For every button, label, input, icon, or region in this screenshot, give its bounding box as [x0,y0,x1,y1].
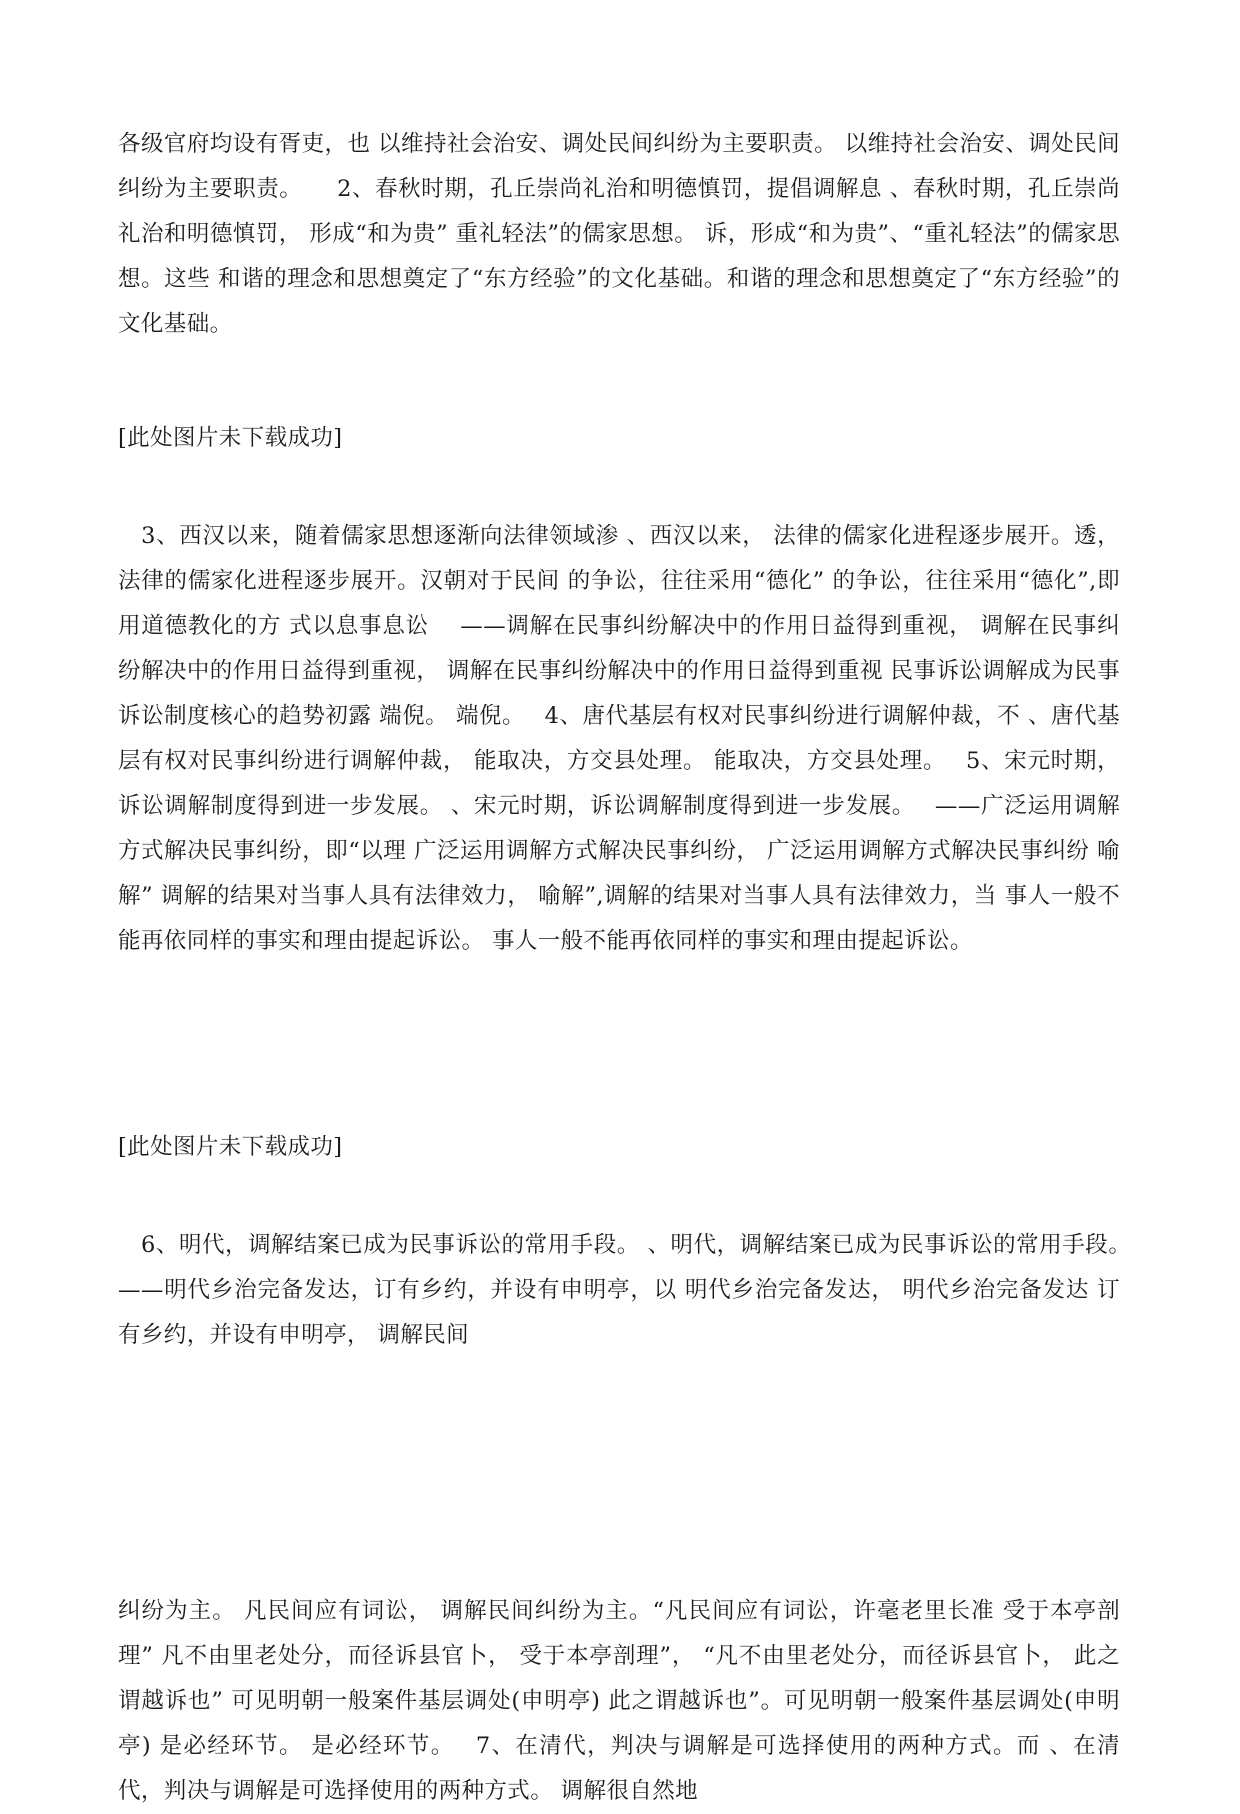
image-placeholder-1: [此处图片未下载成功] [118,425,343,451]
image-placeholder-2: [此处图片未下载成功] [118,1134,343,1160]
paragraph-han-tang-song: 3、西汉以来，随着儒家思想逐渐向法律领域渗 、西汉以来， 法律的儒家化进程逐步展开。透，法律的儒家化进程逐步展开。汉朝对于民间 的争讼，往往采用“德化” 的争讼，往往采用“德化”,即用道德教化的方 式以息事息讼 ——调解在民事纠纷解决中的作用日益得到重视， 调解在民事纠纷解决中的作用日益得到重视， 调解在民事纠纷解决中的作用日益得到重视 民事诉讼调解成为民事诉讼制度核心的趋势初露 端倪。 端倪。 4、唐代基层有权对民事纠纷进行调解仲裁，不 、唐代基层有权对民事纠纷进行调解仲裁， 能取决，方交县处理。 能取决，方交县处理。 5、宋元时期，诉讼调解制度得到进一步发展。 、宋元时期，诉讼调解制度得到进一步发展。 ——广泛运用调解方式解决民事纠纷，即“以理 广泛运用调解方式解决民事纠纷， 广泛运用调解方式解决民事纠纷 喻解” 调解的结果对当事人具有法律效力， 喻解”,调解的结果对当事人具有法律效力，当 事人一般不能再依同样的事实和理由提起诉讼。 事人一般不能再依同样的事实和理由提起诉讼。 [118,523,1120,954]
paragraph-spring-autumn: 各级官府均设有胥吏，也 以维持社会治安、调处民间纠纷为主要职责。 以维持社会治安、调处民间纠纷为主要职责。 2、春秋时期，孔丘崇尚礼治和明德慎罚，提倡调解息 、春秋时期，孔丘崇尚礼治和明德慎罚， 形成“和为贵” 重礼轻法”的儒家思想。 诉，形成“和为贵”、“重礼轻法”的儒家思想。这些 和谐的理念和思想奠定了“东方经验”的文化基础。和谐的理念和思想奠定了“东方经验”的文化基础。 [118,131,1120,337]
paragraph-ming: 6、明代，调解结案已成为民事诉讼的常用手段。 、明代，调解结案已成为民事诉讼的常用手段。 ——明代乡治完备发达，订有乡约，并设有申明亭，以 明代乡治完备发达， 明代乡治完备发达 订有乡约，并设有申明亭， 调解民间 [118,1232,1151,1348]
paragraph-ming-qing: 纠纷为主。 凡民间应有词讼， 调解民间纠纷为主。“凡民间应有词讼，许毫老里长准 受于本亭剖理” 凡不由里老处分，而径诉县官卜， 受于本亭剖理”， “凡不由里老处分，而径诉县官卜， 此之谓越诉也” 可见明朝一般案件基层调处(申明亭) 此之谓越诉也”。可见明朝一般案件基层调处(申明亭) 是必经环节。 是必经环节。 7、在清代，判决与调解是可选择使用的两种方式。而 、在清代，判决与调解是可选择使用的两种方式。 调解很自然地 [118,1598,1120,1804]
